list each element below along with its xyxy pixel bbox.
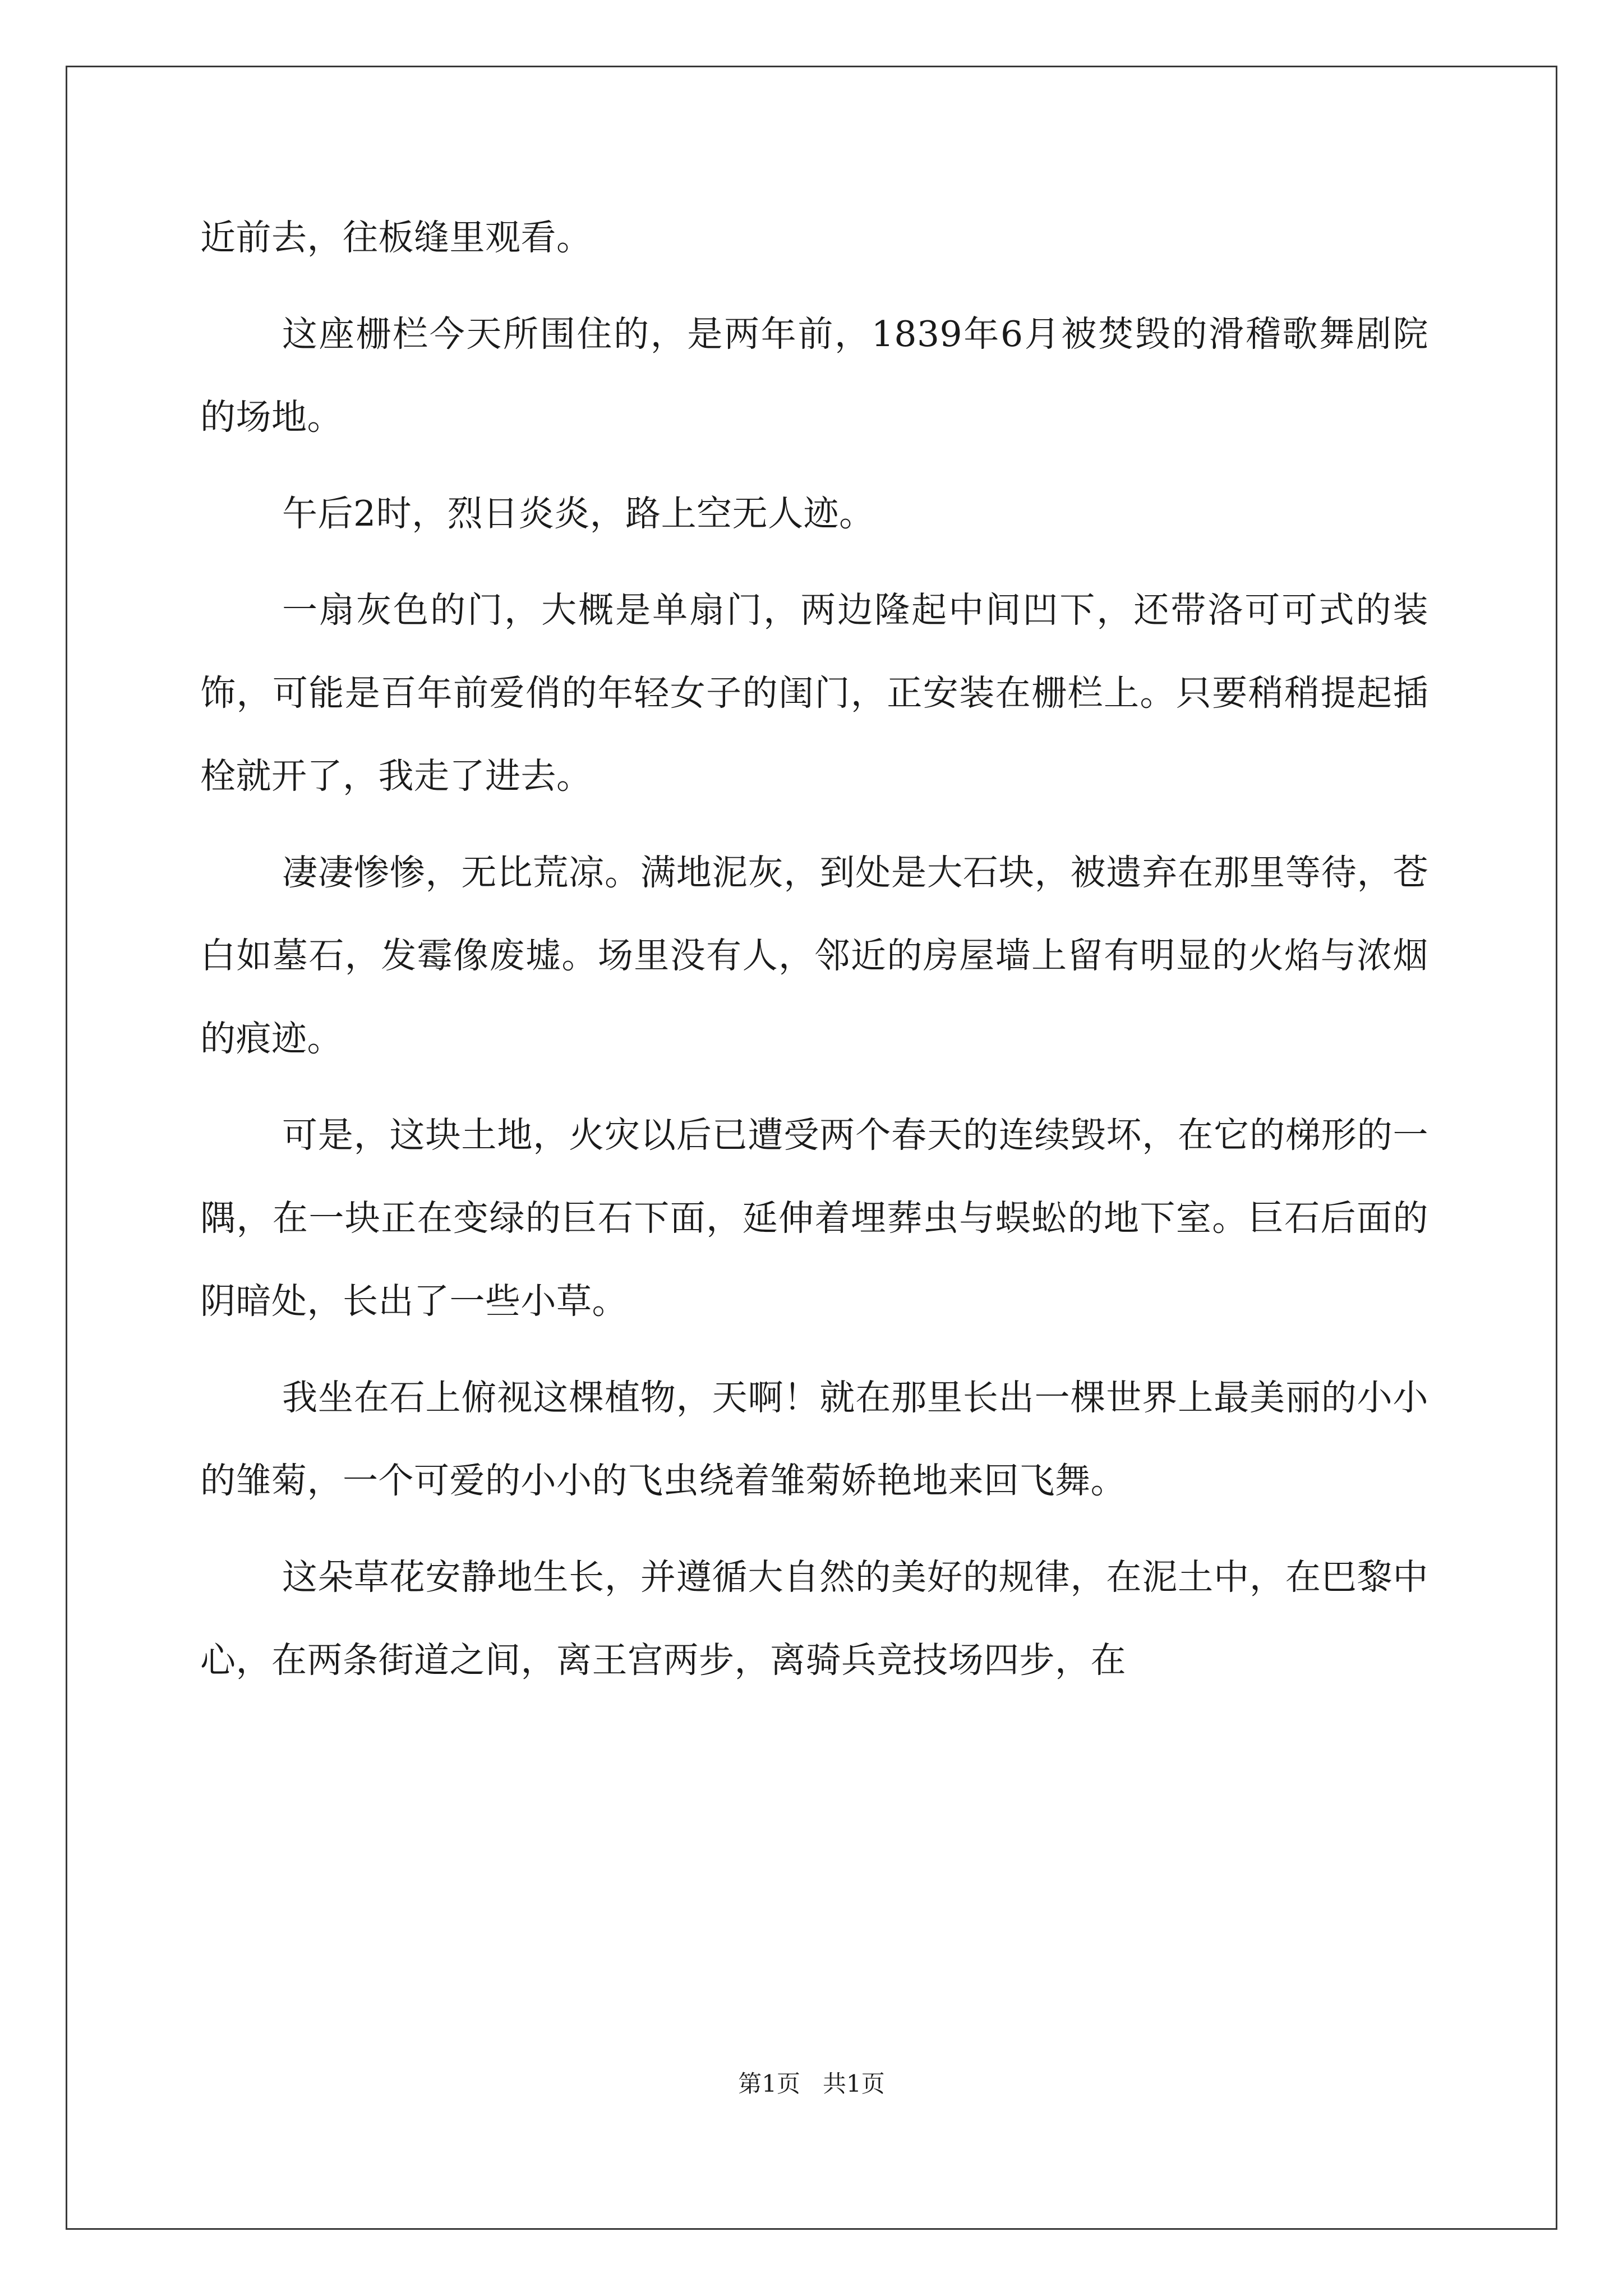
paragraph: 午后2时，烈日炎炎，路上空无人迹。 [282, 493, 875, 534]
paragraph: 这座栅栏今天所围住的，是两年前，1839年6月被焚毁的滑稽歌舞剧院的场地。 [200, 314, 1428, 438]
paragraph: 这朵草花安静地生长，并遵循大自然的美好的规律，在泥土中，在巴黎中心，在两条街道之间，离王宫两步，离骑兵竞技场四步，在 [200, 1557, 1428, 1681]
document-body [200, 196, 1428, 1715]
paragraph: 凄凄惨惨，无比荒凉。满地泥灰，到处是大石块，被遗弃在那里等待，苍白如墓石，发霉像废墟。场里没有人，邻近的房屋墙上留有明显的火焰与浓烟的痕迹。 [200, 852, 1428, 1059]
paragraph: 近前去，往板缝里观看。 [200, 217, 592, 258]
page-number: 第1页 共1页 [738, 2070, 885, 2097]
paragraph: 我坐在石上俯视这棵植物，天啊！就在那里长出一棵世界上最美丽的小小的雏菊，一个可爱的小小的飞虫绕着雏菊娇艳地来回飞舞。 [200, 1377, 1428, 1501]
paragraph: 一扇灰色的门，大概是单扇门，两边隆起中间凹下，还带洛可可式的装饰，可能是百年前爱俏的年轻女子的闺门，正安装在栅栏上。只要稍稍提起插栓就开了，我走了进去。 [200, 590, 1428, 797]
paragraph: 可是，这块土地，火灾以后已遭受两个春天的连续毁坏，在它的梯形的一隅，在一块正在变绿的巨石下面，延伸着埋葬虫与蜈蚣的地下室。巨石后面的阴暗处，长出了一些小草。 [200, 1115, 1428, 1322]
